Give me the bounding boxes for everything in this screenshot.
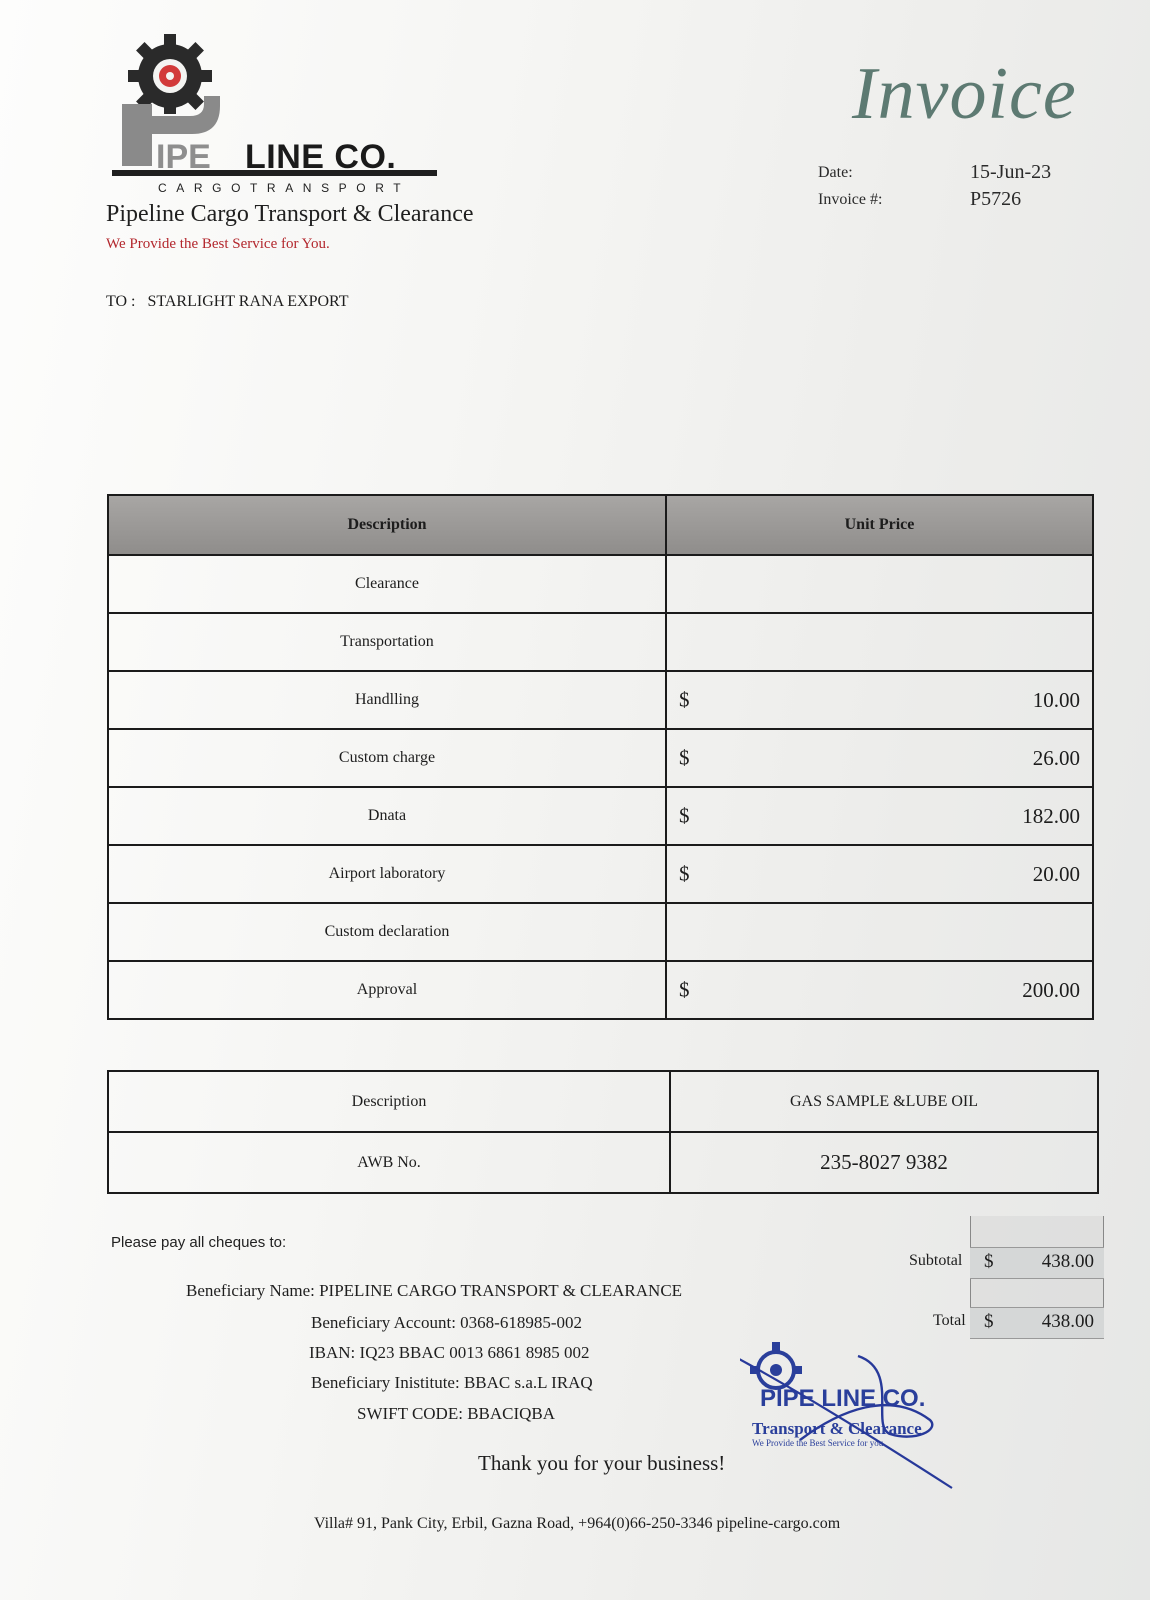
subtotal-currency: $ (984, 1251, 994, 1272)
row-description: Approval (108, 961, 666, 1019)
row-description: Handlling (108, 671, 666, 729)
table-row (108, 613, 1093, 671)
table-row (108, 729, 1093, 787)
awb-description-label: Description (108, 1071, 670, 1132)
payment-title: Please pay all cheques to: (111, 1234, 287, 1251)
row-amount: 182.00 (1022, 803, 1080, 828)
company-name: Pipeline Cargo Transport & Clearance (106, 201, 474, 227)
table-row (108, 787, 1093, 845)
row-amount: 10.00 (1032, 687, 1080, 712)
thank-you-note: Thank you for your business! (478, 1451, 726, 1475)
total-label: Total (933, 1312, 966, 1329)
row-amount: 26.00 (1032, 745, 1080, 770)
currency-symbol: $ (679, 803, 690, 828)
swift-code: SWIFT CODE: BBACIQBA (357, 1404, 556, 1423)
items-table (107, 494, 1094, 1020)
bill-to (106, 293, 349, 311)
date-value: 15-Jun-23 (970, 161, 1052, 183)
awb-number-value: 235-8027 9382 (670, 1132, 1098, 1193)
row-amount: 200.00 (1022, 977, 1080, 1002)
bill-to-name: STARLIGHT RANA EXPORT (147, 293, 349, 310)
beneficiary-name: Beneficiary Name: PIPELINE CARGO TRANSPORT & CLEARANCE (186, 1281, 683, 1300)
logo-wordmark: LINE CO. (245, 138, 397, 176)
table-row (108, 1071, 1098, 1132)
total-currency: $ (984, 1311, 994, 1332)
row-description: Airport laboratory (108, 845, 666, 903)
row-price (666, 555, 1093, 613)
table-row (108, 1132, 1098, 1193)
row-description: Transportation (108, 613, 666, 671)
subtotal-row (970, 1247, 1104, 1279)
subtotal-value: 438.00 (1041, 1251, 1094, 1272)
currency-symbol: $ (679, 687, 690, 712)
stamp-wordmark: PIPE LINE CO. (760, 1385, 926, 1412)
table-row (108, 555, 1093, 613)
total-row (970, 1307, 1104, 1339)
row-description: Custom charge (108, 729, 666, 787)
row-price (666, 671, 1093, 729)
row-price (666, 613, 1093, 671)
currency-symbol: $ (679, 861, 690, 886)
items-header-row (108, 495, 1093, 555)
table-row (108, 903, 1093, 961)
invoice-number-value: P5726 (970, 188, 1022, 210)
table-row (108, 961, 1093, 1019)
invoice-title: Invoice (852, 53, 1077, 135)
table-row (108, 845, 1093, 903)
beneficiary-account: Beneficiary Account: 0368-618985-002 (311, 1313, 582, 1332)
footer-address: Villa# 91, Pank City, Erbil, Gazna Road, +964(0)66-250-3346 pipeline-cargo.com (314, 1515, 841, 1532)
gear-icon (128, 34, 212, 114)
row-description: Clearance (108, 555, 666, 613)
beneficiary-institute: Beneficiary Inistitute: BBAC s.a.L IRAQ (311, 1373, 593, 1392)
stamp-gear-icon (750, 1342, 802, 1376)
currency-symbol: $ (679, 977, 690, 1002)
row-price (666, 845, 1093, 903)
logo-subline: CARGOTRANSPORT (158, 181, 411, 195)
row-price (666, 961, 1093, 1019)
row-price (666, 729, 1093, 787)
header-description: Description (108, 495, 666, 555)
date-label: Date: (818, 164, 853, 181)
row-price (666, 787, 1093, 845)
company-stamp (740, 1330, 980, 1500)
logo-ipe-text: IPE (156, 138, 211, 176)
row-price (666, 903, 1093, 961)
subtotal-label: Subtotal (909, 1252, 963, 1269)
total-value: 438.00 (1041, 1311, 1094, 1332)
stamp-line2: Transport & Clearance (752, 1419, 922, 1438)
row-description: Custom declaration (108, 903, 666, 961)
iban: IBAN: IQ23 BBAC 0013 6861 8985 002 (309, 1343, 590, 1362)
company-tagline: We Provide the Best Service for You. (106, 236, 330, 252)
bill-to-label: TO : (106, 293, 136, 310)
awb-number-label: AWB No. (108, 1132, 670, 1193)
stamp-line3: We Provide the Best Service for you (752, 1438, 884, 1448)
row-amount: 20.00 (1032, 861, 1080, 886)
awb-table (107, 1070, 1099, 1194)
currency-symbol: $ (679, 745, 690, 770)
awb-description-value: GAS SAMPLE &LUBE OIL (670, 1071, 1098, 1132)
invoice-number-label: Invoice #: (818, 191, 883, 208)
header-unit-price: Unit Price (666, 495, 1093, 555)
row-description: Dnata (108, 787, 666, 845)
table-row (108, 671, 1093, 729)
